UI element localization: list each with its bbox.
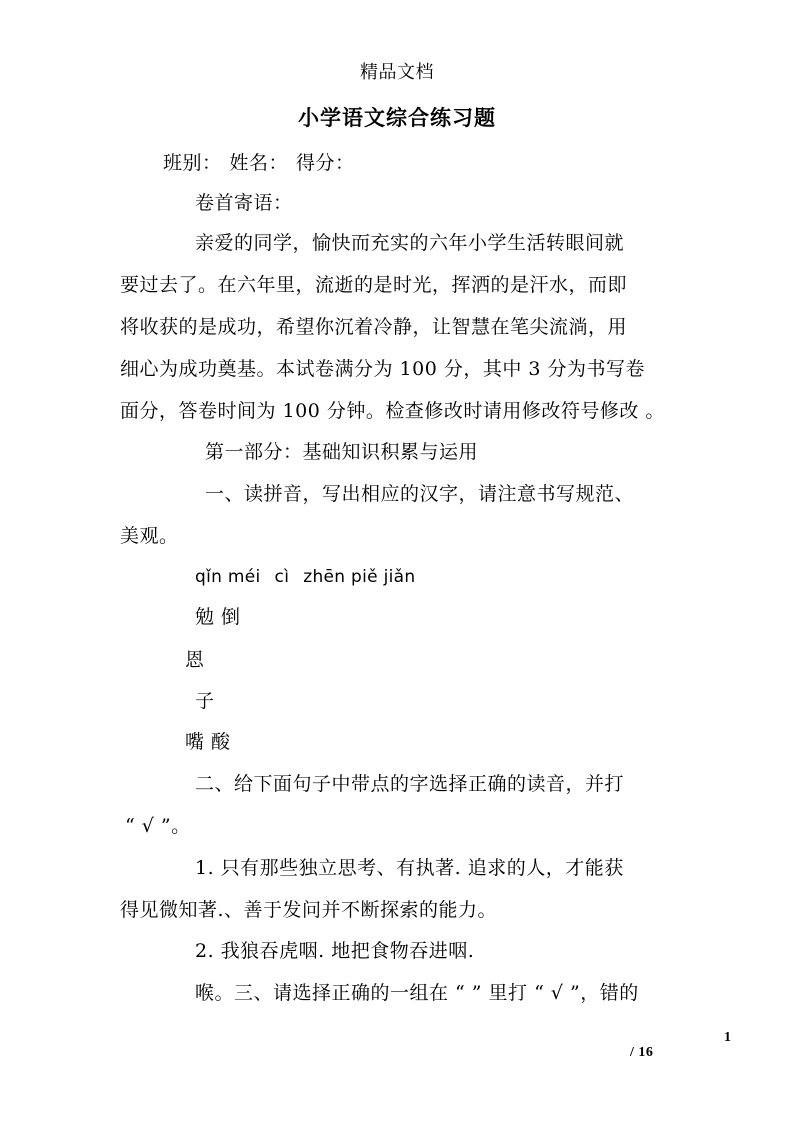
q1-item: 恩 xyxy=(185,649,205,671)
name-label: 姓名： xyxy=(229,152,289,174)
class-label: 班别： xyxy=(163,152,222,174)
q1-item: 勉 倒 xyxy=(195,606,241,628)
page-number: 1 xyxy=(724,1030,732,1045)
q3-line: 喉。三、请选择正确的一组在 “ ” 里打 “ √ ”，错的 xyxy=(195,982,639,1004)
page-title: 小学语文综合练习题 xyxy=(298,105,496,130)
q2-sentence-1-cont: 得见微知著.、善于发问并不断探索的能力。 xyxy=(120,899,498,921)
pinyin-item: qǐn méi xyxy=(195,567,261,587)
pinyin-item: cì xyxy=(274,567,290,587)
q1-pinyin-row xyxy=(195,564,415,590)
q2-sentence-2: 2. 我狼吞虎咽. 地把食物吞进咽. xyxy=(195,940,475,962)
student-info-row xyxy=(163,150,355,176)
preface-line: 将收获的是成功，希望你沉着冷静，让智慧在笔尖流淌，用 xyxy=(120,316,628,338)
q2-sentence-1: 1. 只有那些独立思考、有执著. 追求的人，才能获 xyxy=(195,857,624,879)
preface-line: 亲爱的同学，愉快而充实的六年小学生活转眼间就 xyxy=(195,232,625,254)
q1-item: 嘴 酸 xyxy=(185,731,231,753)
pinyin-item: zhēn piě jiǎn xyxy=(303,567,416,587)
page-header: 精品文档 xyxy=(360,62,434,83)
page-total: / 16 xyxy=(630,1045,654,1060)
q1-instruction-cont: 美观。 xyxy=(120,525,179,547)
preface-line: 要过去了。在六年里，流逝的是时光，挥洒的是汗水，而即 xyxy=(120,274,628,296)
preface-heading: 卷首寄语： xyxy=(195,192,293,214)
q2-instruction: 二、给下面句子中带点的字选择正确的读音，并打 xyxy=(195,773,625,795)
q1-instruction: 一、读拼音，写出相应的汉字，请注意书写规范、 xyxy=(205,483,635,505)
part1-heading: 第一部分：基础知识积累与运用 xyxy=(205,441,479,463)
preface-line: 细心为成功奠基。本试卷满分为 100 分，其中 3 分为书写卷 xyxy=(120,358,646,380)
preface-line: 面分，答卷时间为 100 分钟。检查修改时请用修改符号修改 。 xyxy=(120,400,665,422)
score-label: 得分： xyxy=(296,152,355,174)
q2-instruction-cont: “ √ ”。 xyxy=(125,815,191,837)
q1-item: 子 xyxy=(195,690,215,712)
